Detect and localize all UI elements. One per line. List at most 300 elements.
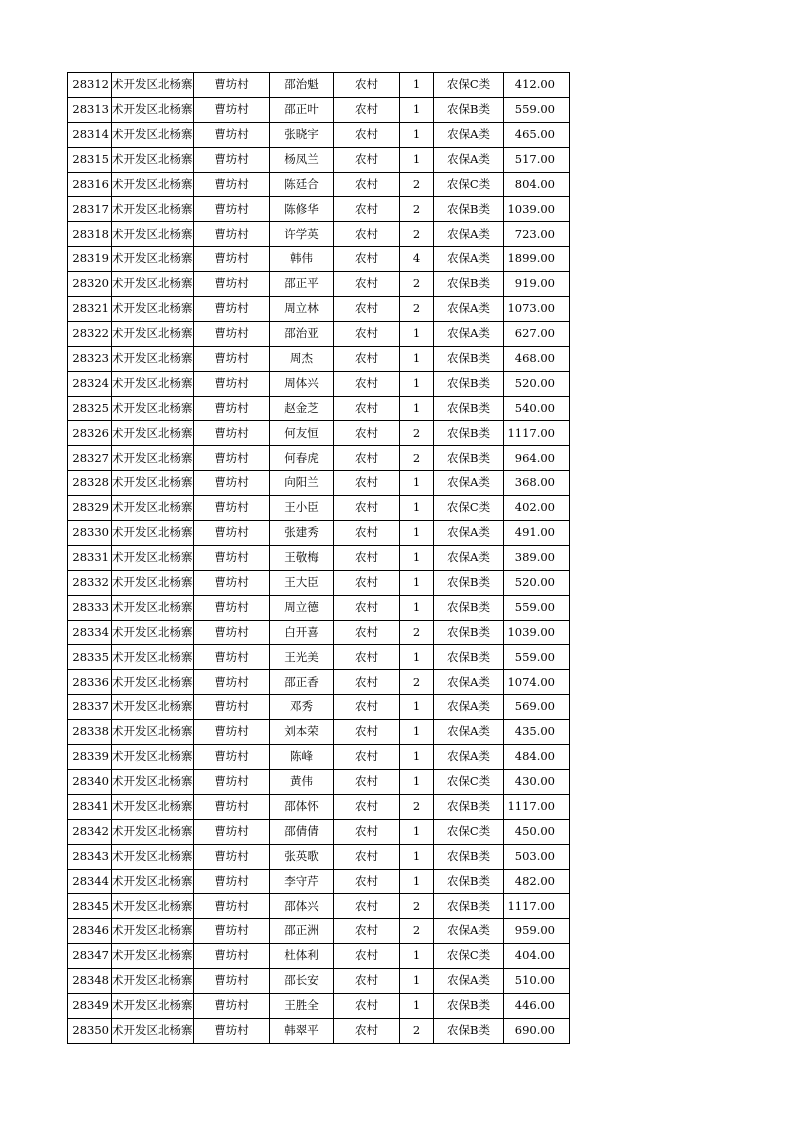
member-count-cell: 1 [400,321,434,346]
category-cell: 农保B类 [434,1018,504,1043]
village-cell: 曹坊村 [194,745,270,770]
region-cell: 术开发区北杨寨 [112,222,194,247]
village-cell: 曹坊村 [194,919,270,944]
household-type-cell: 农村 [334,396,400,421]
member-count-cell: 1 [400,993,434,1018]
record-id-cell: 28328 [68,471,112,496]
region-cell: 术开发区北杨寨 [112,247,194,272]
table-row [68,446,570,471]
region-cell: 术开发区北杨寨 [112,969,194,994]
category-cell: 农保C类 [434,172,504,197]
member-count-cell: 1 [400,844,434,869]
table-row [68,645,570,670]
region-cell: 术开发区北杨寨 [112,670,194,695]
region-cell: 术开发区北杨寨 [112,620,194,645]
category-cell: 农保A类 [434,297,504,322]
region-cell: 术开发区北杨寨 [112,844,194,869]
person-name-cell: 黄伟 [270,769,334,794]
household-type-cell: 农村 [334,446,400,471]
table-row [68,247,570,272]
record-id-cell: 28332 [68,570,112,595]
amount-cell: 690.00 [504,1018,570,1043]
amount-cell: 430.00 [504,769,570,794]
amount-cell: 804.00 [504,172,570,197]
village-cell: 曹坊村 [194,521,270,546]
category-cell: 农保A类 [434,695,504,720]
region-cell: 术开发区北杨寨 [112,769,194,794]
person-name-cell: 邵正洲 [270,919,334,944]
village-cell: 曹坊村 [194,869,270,894]
household-type-cell: 农村 [334,869,400,894]
table-row [68,222,570,247]
person-name-cell: 韩伟 [270,247,334,272]
category-cell: 农保C类 [434,769,504,794]
region-cell: 术开发区北杨寨 [112,545,194,570]
member-count-cell: 2 [400,620,434,645]
table-row [68,570,570,595]
record-id-cell: 28320 [68,272,112,297]
household-type-cell: 农村 [334,471,400,496]
region-cell: 术开发区北杨寨 [112,147,194,172]
region-cell: 术开发区北杨寨 [112,297,194,322]
person-name-cell: 陈修华 [270,197,334,222]
region-cell: 术开发区北杨寨 [112,272,194,297]
person-name-cell: 周体兴 [270,371,334,396]
household-type-cell: 农村 [334,645,400,670]
person-name-cell: 邵长安 [270,969,334,994]
region-cell: 术开发区北杨寨 [112,421,194,446]
category-cell: 农保B类 [434,570,504,595]
person-name-cell: 陈峰 [270,745,334,770]
village-cell: 曹坊村 [194,247,270,272]
household-type-cell: 农村 [334,969,400,994]
category-cell: 农保B类 [434,794,504,819]
record-id-cell: 28324 [68,371,112,396]
table-body [68,73,570,1044]
record-id-cell: 28337 [68,695,112,720]
category-cell: 农保A类 [434,545,504,570]
member-count-cell: 1 [400,769,434,794]
record-id-cell: 28344 [68,869,112,894]
record-id-cell: 28319 [68,247,112,272]
village-cell: 曹坊村 [194,620,270,645]
table-row [68,545,570,570]
member-count-cell: 1 [400,869,434,894]
household-type-cell: 农村 [334,272,400,297]
village-cell: 曹坊村 [194,97,270,122]
record-id-cell: 28329 [68,496,112,521]
household-type-cell: 农村 [334,919,400,944]
person-name-cell: 邵正叶 [270,97,334,122]
region-cell: 术开发区北杨寨 [112,521,194,546]
category-cell: 农保A类 [434,720,504,745]
amount-cell: 389.00 [504,545,570,570]
household-type-cell: 农村 [334,695,400,720]
member-count-cell: 2 [400,894,434,919]
household-type-cell: 农村 [334,297,400,322]
household-type-cell: 农村 [334,122,400,147]
record-id-cell: 28331 [68,545,112,570]
region-cell: 术开发区北杨寨 [112,720,194,745]
person-name-cell: 王小臣 [270,496,334,521]
category-cell: 农保B类 [434,97,504,122]
record-id-cell: 28312 [68,73,112,98]
person-name-cell: 周杰 [270,346,334,371]
record-id-cell: 28316 [68,172,112,197]
person-name-cell: 邵治亚 [270,321,334,346]
category-cell: 农保B类 [434,197,504,222]
amount-cell: 627.00 [504,321,570,346]
record-id-cell: 28338 [68,720,112,745]
record-id-cell: 28322 [68,321,112,346]
household-type-cell: 农村 [334,620,400,645]
region-cell: 术开发区北杨寨 [112,894,194,919]
table-row [68,1018,570,1043]
record-id-cell: 28349 [68,993,112,1018]
category-cell: 农保B类 [434,421,504,446]
household-type-cell: 农村 [334,371,400,396]
record-id-cell: 28350 [68,1018,112,1043]
household-type-cell: 农村 [334,993,400,1018]
person-name-cell: 王胜全 [270,993,334,1018]
household-type-cell: 农村 [334,521,400,546]
region-cell: 术开发区北杨寨 [112,794,194,819]
member-count-cell: 1 [400,496,434,521]
table-row [68,97,570,122]
village-cell: 曹坊村 [194,844,270,869]
village-cell: 曹坊村 [194,122,270,147]
member-count-cell: 1 [400,346,434,371]
household-type-cell: 农村 [334,247,400,272]
record-id-cell: 28318 [68,222,112,247]
region-cell: 术开发区北杨寨 [112,919,194,944]
table-row [68,969,570,994]
amount-cell: 569.00 [504,695,570,720]
region-cell: 术开发区北杨寨 [112,869,194,894]
person-name-cell: 刘本荣 [270,720,334,745]
amount-cell: 468.00 [504,346,570,371]
region-cell: 术开发区北杨寨 [112,993,194,1018]
category-cell: 农保A类 [434,919,504,944]
record-id-cell: 28314 [68,122,112,147]
amount-cell: 1039.00 [504,197,570,222]
person-name-cell: 许学英 [270,222,334,247]
table-row [68,496,570,521]
table-row [68,745,570,770]
person-name-cell: 张晓宇 [270,122,334,147]
village-cell: 曹坊村 [194,545,270,570]
table-row [68,396,570,421]
member-count-cell: 1 [400,595,434,620]
member-count-cell: 1 [400,147,434,172]
village-cell: 曹坊村 [194,794,270,819]
household-type-cell: 农村 [334,720,400,745]
village-cell: 曹坊村 [194,421,270,446]
amount-cell: 1039.00 [504,620,570,645]
amount-cell: 1073.00 [504,297,570,322]
region-cell: 术开发区北杨寨 [112,819,194,844]
person-name-cell: 王光美 [270,645,334,670]
amount-cell: 1117.00 [504,894,570,919]
category-cell: 农保B类 [434,844,504,869]
member-count-cell: 1 [400,969,434,994]
household-type-cell: 农村 [334,769,400,794]
member-count-cell: 1 [400,122,434,147]
member-count-cell: 1 [400,521,434,546]
person-name-cell: 邵体兴 [270,894,334,919]
member-count-cell: 1 [400,545,434,570]
region-cell: 术开发区北杨寨 [112,446,194,471]
amount-cell: 402.00 [504,496,570,521]
person-name-cell: 白开喜 [270,620,334,645]
table-row [68,844,570,869]
person-name-cell: 王敬梅 [270,545,334,570]
member-count-cell: 1 [400,371,434,396]
person-name-cell: 邓秀 [270,695,334,720]
table-row [68,297,570,322]
record-id-cell: 28315 [68,147,112,172]
record-id-cell: 28336 [68,670,112,695]
category-cell: 农保B类 [434,869,504,894]
amount-cell: 964.00 [504,446,570,471]
amount-cell: 520.00 [504,570,570,595]
member-count-cell: 1 [400,396,434,421]
village-cell: 曹坊村 [194,321,270,346]
household-type-cell: 农村 [334,496,400,521]
amount-cell: 723.00 [504,222,570,247]
table-row [68,471,570,496]
table-row [68,346,570,371]
table-row [68,595,570,620]
member-count-cell: 1 [400,471,434,496]
table-row [68,769,570,794]
region-cell: 术开发区北杨寨 [112,172,194,197]
village-cell: 曹坊村 [194,670,270,695]
person-name-cell: 张英歌 [270,844,334,869]
person-name-cell: 何友恒 [270,421,334,446]
member-count-cell: 2 [400,670,434,695]
household-type-cell: 农村 [334,844,400,869]
village-cell: 曹坊村 [194,993,270,1018]
member-count-cell: 1 [400,819,434,844]
table-row [68,993,570,1018]
record-id-cell: 28326 [68,421,112,446]
village-cell: 曹坊村 [194,695,270,720]
category-cell: 农保A类 [434,969,504,994]
region-cell: 术开发区北杨寨 [112,197,194,222]
person-name-cell: 邵倩倩 [270,819,334,844]
region-cell: 术开发区北杨寨 [112,944,194,969]
category-cell: 农保B类 [434,346,504,371]
table-row [68,894,570,919]
table-row [68,670,570,695]
person-name-cell: 韩翠平 [270,1018,334,1043]
household-type-cell: 农村 [334,97,400,122]
record-id-cell: 28348 [68,969,112,994]
member-count-cell: 2 [400,919,434,944]
region-cell: 术开发区北杨寨 [112,1018,194,1043]
category-cell: 农保B类 [434,993,504,1018]
category-cell: 农保A类 [434,745,504,770]
person-name-cell: 邵体怀 [270,794,334,819]
person-name-cell: 邵正平 [270,272,334,297]
record-id-cell: 28343 [68,844,112,869]
region-cell: 术开发区北杨寨 [112,471,194,496]
village-cell: 曹坊村 [194,197,270,222]
record-id-cell: 28340 [68,769,112,794]
category-cell: 农保A类 [434,670,504,695]
amount-cell: 1899.00 [504,247,570,272]
record-id-cell: 28323 [68,346,112,371]
table-row [68,321,570,346]
category-cell: 农保B类 [434,894,504,919]
member-count-cell: 1 [400,745,434,770]
village-cell: 曹坊村 [194,73,270,98]
member-count-cell: 1 [400,570,434,595]
person-name-cell: 杨凤兰 [270,147,334,172]
person-name-cell: 周立林 [270,297,334,322]
table-row [68,73,570,98]
category-cell: 农保B类 [434,446,504,471]
member-count-cell: 2 [400,1018,434,1043]
member-count-cell: 2 [400,197,434,222]
category-cell: 农保C类 [434,496,504,521]
person-name-cell: 周立德 [270,595,334,620]
household-type-cell: 农村 [334,222,400,247]
category-cell: 农保C类 [434,73,504,98]
village-cell: 曹坊村 [194,446,270,471]
household-type-cell: 农村 [334,745,400,770]
region-cell: 术开发区北杨寨 [112,745,194,770]
region-cell: 术开发区北杨寨 [112,122,194,147]
record-id-cell: 28313 [68,97,112,122]
village-cell: 曹坊村 [194,147,270,172]
table-row [68,819,570,844]
record-id-cell: 28330 [68,521,112,546]
table-row [68,172,570,197]
region-cell: 术开发区北杨寨 [112,595,194,620]
household-type-cell: 农村 [334,73,400,98]
amount-cell: 484.00 [504,745,570,770]
member-count-cell: 1 [400,73,434,98]
member-count-cell: 1 [400,97,434,122]
person-name-cell: 邵正香 [270,670,334,695]
village-cell: 曹坊村 [194,645,270,670]
category-cell: 农保A类 [434,247,504,272]
village-cell: 曹坊村 [194,471,270,496]
member-count-cell: 1 [400,695,434,720]
person-name-cell: 李守芹 [270,869,334,894]
amount-cell: 435.00 [504,720,570,745]
amount-cell: 412.00 [504,73,570,98]
person-name-cell: 邵治魁 [270,73,334,98]
amount-cell: 559.00 [504,645,570,670]
table-row [68,521,570,546]
village-cell: 曹坊村 [194,297,270,322]
village-cell: 曹坊村 [194,346,270,371]
amount-cell: 520.00 [504,371,570,396]
category-cell: 农保C类 [434,944,504,969]
member-count-cell: 1 [400,645,434,670]
household-type-cell: 农村 [334,321,400,346]
amount-cell: 517.00 [504,147,570,172]
amount-cell: 1074.00 [504,670,570,695]
village-cell: 曹坊村 [194,720,270,745]
member-count-cell: 2 [400,272,434,297]
record-id-cell: 28341 [68,794,112,819]
region-cell: 术开发区北杨寨 [112,645,194,670]
record-id-cell: 28334 [68,620,112,645]
household-type-cell: 农村 [334,595,400,620]
person-name-cell: 杜体利 [270,944,334,969]
member-count-cell: 1 [400,720,434,745]
household-type-cell: 农村 [334,894,400,919]
village-cell: 曹坊村 [194,769,270,794]
record-id-cell: 28333 [68,595,112,620]
table-row [68,371,570,396]
records-table [67,72,570,1044]
table-row [68,122,570,147]
category-cell: 农保B类 [434,620,504,645]
person-name-cell: 王大臣 [270,570,334,595]
village-cell: 曹坊村 [194,595,270,620]
amount-cell: 450.00 [504,819,570,844]
person-name-cell: 向阳兰 [270,471,334,496]
village-cell: 曹坊村 [194,894,270,919]
village-cell: 曹坊村 [194,172,270,197]
category-cell: 农保A类 [434,521,504,546]
household-type-cell: 农村 [334,570,400,595]
amount-cell: 482.00 [504,869,570,894]
region-cell: 术开发区北杨寨 [112,346,194,371]
household-type-cell: 农村 [334,197,400,222]
table-row [68,869,570,894]
village-cell: 曹坊村 [194,371,270,396]
amount-cell: 540.00 [504,396,570,421]
village-cell: 曹坊村 [194,570,270,595]
member-count-cell: 2 [400,172,434,197]
member-count-cell: 2 [400,297,434,322]
member-count-cell: 1 [400,944,434,969]
table-row [68,272,570,297]
village-cell: 曹坊村 [194,272,270,297]
table-row [68,147,570,172]
record-id-cell: 28339 [68,745,112,770]
table-row [68,919,570,944]
record-id-cell: 28346 [68,919,112,944]
record-id-cell: 28335 [68,645,112,670]
amount-cell: 491.00 [504,521,570,546]
region-cell: 术开发区北杨寨 [112,695,194,720]
category-cell: 农保A类 [434,147,504,172]
category-cell: 农保A类 [434,122,504,147]
village-cell: 曹坊村 [194,222,270,247]
category-cell: 农保B类 [434,371,504,396]
record-id-cell: 28342 [68,819,112,844]
member-count-cell: 2 [400,222,434,247]
record-id-cell: 28325 [68,396,112,421]
household-type-cell: 农村 [334,147,400,172]
amount-cell: 559.00 [504,97,570,122]
table-row [68,197,570,222]
category-cell: 农保A类 [434,471,504,496]
household-type-cell: 农村 [334,670,400,695]
person-name-cell: 何春虎 [270,446,334,471]
household-type-cell: 农村 [334,421,400,446]
region-cell: 术开发区北杨寨 [112,371,194,396]
record-id-cell: 28347 [68,944,112,969]
village-cell: 曹坊村 [194,396,270,421]
